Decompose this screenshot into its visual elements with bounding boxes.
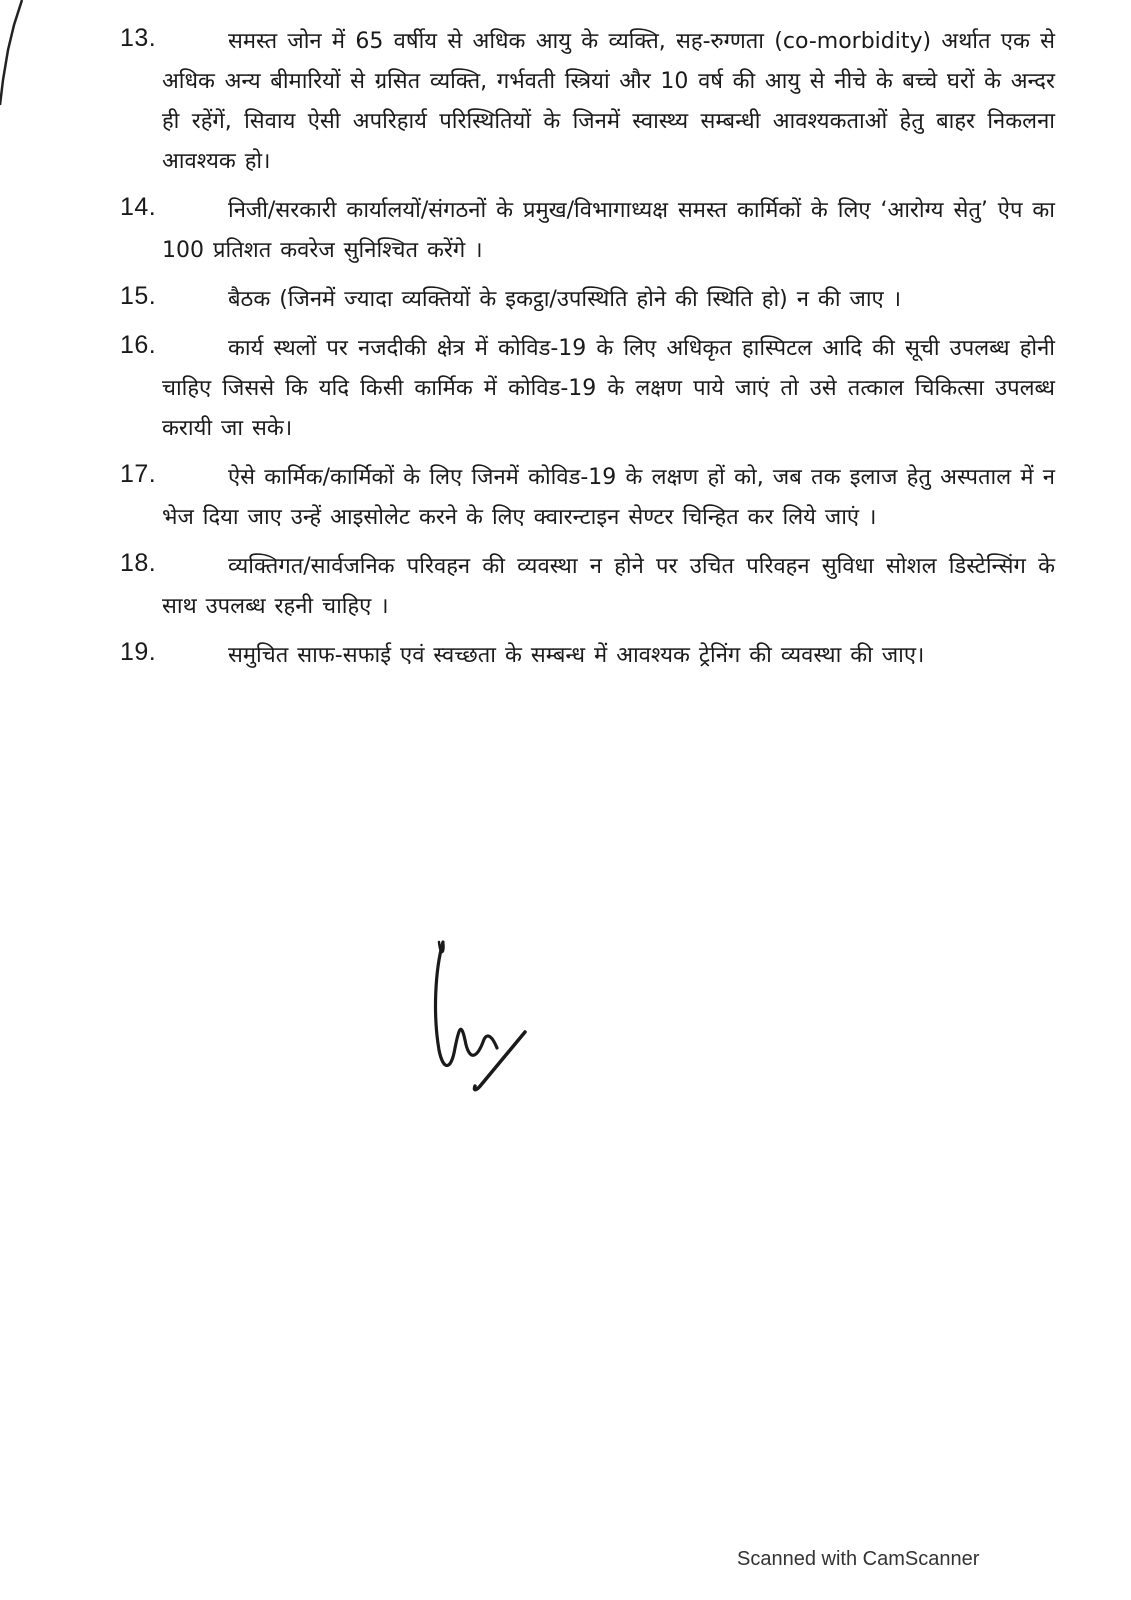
list-item [120, 547, 1055, 627]
list-item [120, 458, 1055, 538]
item-number: 16. [120, 331, 157, 359]
item-text: समुचित साफ-सफाई एवं स्वच्छता के सम्बन्ध में आवश्यक ट्रेनिंग की व्यवस्था की जाए। [228, 643, 925, 668]
list-item [120, 329, 1055, 449]
item-text: निजी/सरकारी कार्यालयों/संगठनों के प्रमुख/विभागाध्यक्ष समस्त कार्मिकों के लिए ‘आरोग्य सेतु’ ऐप का 100 प्रतिशत कवरेज सुनिश्चित करेंगे । [162, 198, 1055, 263]
item-number: 18. [120, 549, 157, 577]
camscanner-watermark: Scanned with CamScanner [737, 1548, 980, 1570]
item-text: समस्त जोन में 65 वर्षीय से अधिक आयु के व्यक्ति, सह-रुग्णता (co-morbidity) अर्थात एक से अधिक अन्य बीमारियों से ग्रसित व्यक्ति, गर्भवती स्त्रियां और 10 वर्ष की आयु से नीचे के बच्चे घरों के अन्दर ही रहेंगें, सिवाय ऐसी अपरिहार्य परिस्थितियों के जिनमें स्वास्थ्य सम्बन्धी आवश्यकताओं हेतु बाहर निकलना आवश्यक हो। [162, 29, 1055, 174]
item-number: 15. [120, 282, 157, 310]
item-number: 13. [120, 24, 157, 52]
item-text: व्यक्तिगत/सार्वजनिक परिवहन की व्यवस्था न होने पर उचित परिवहन सुविधा सोशल डिस्टेन्सिंग के साथ उपलब्ध रहनी चाहिए । [162, 554, 1055, 619]
list-item [120, 636, 1055, 676]
numbered-list [120, 22, 1055, 685]
item-number: 19. [120, 638, 157, 666]
item-text: ऐसे कार्मिक/कार्मिकों के लिए जिनमें कोविड-19 के लक्षण हों को, जब तक इलाज हेतु अस्पताल में न भेज दिया जाए उन्हें आइसोलेट करने के लिए क्वारन्टाइन सेण्टर चिन्हित कर लिये जाएं । [162, 465, 1055, 530]
item-text: कार्य स्थलों पर नजदीकी क्षेत्र में कोविड-19 के लिए अधिकृत हास्पिटल आदि की सूची उपलब्ध होनी चाहिए जिससे कि यदि किसी कार्मिक में कोविड-19 के लक्षण पाये जाएं तो उसे तत्काल चिकित्सा उपलब्ध करायी जा सके। [162, 336, 1055, 441]
list-item [120, 191, 1055, 271]
handwritten-signature [425, 930, 545, 1105]
page-corner-edge [0, 0, 40, 110]
item-number: 17. [120, 460, 157, 488]
item-number: 14. [120, 193, 157, 221]
list-item [120, 22, 1055, 182]
item-text: बैठक (जिनमें ज्यादा व्यक्तियों के इकट्ठा/उपस्थिति होने की स्थिति हो) न की जाए । [228, 287, 902, 312]
list-item [120, 280, 1055, 320]
